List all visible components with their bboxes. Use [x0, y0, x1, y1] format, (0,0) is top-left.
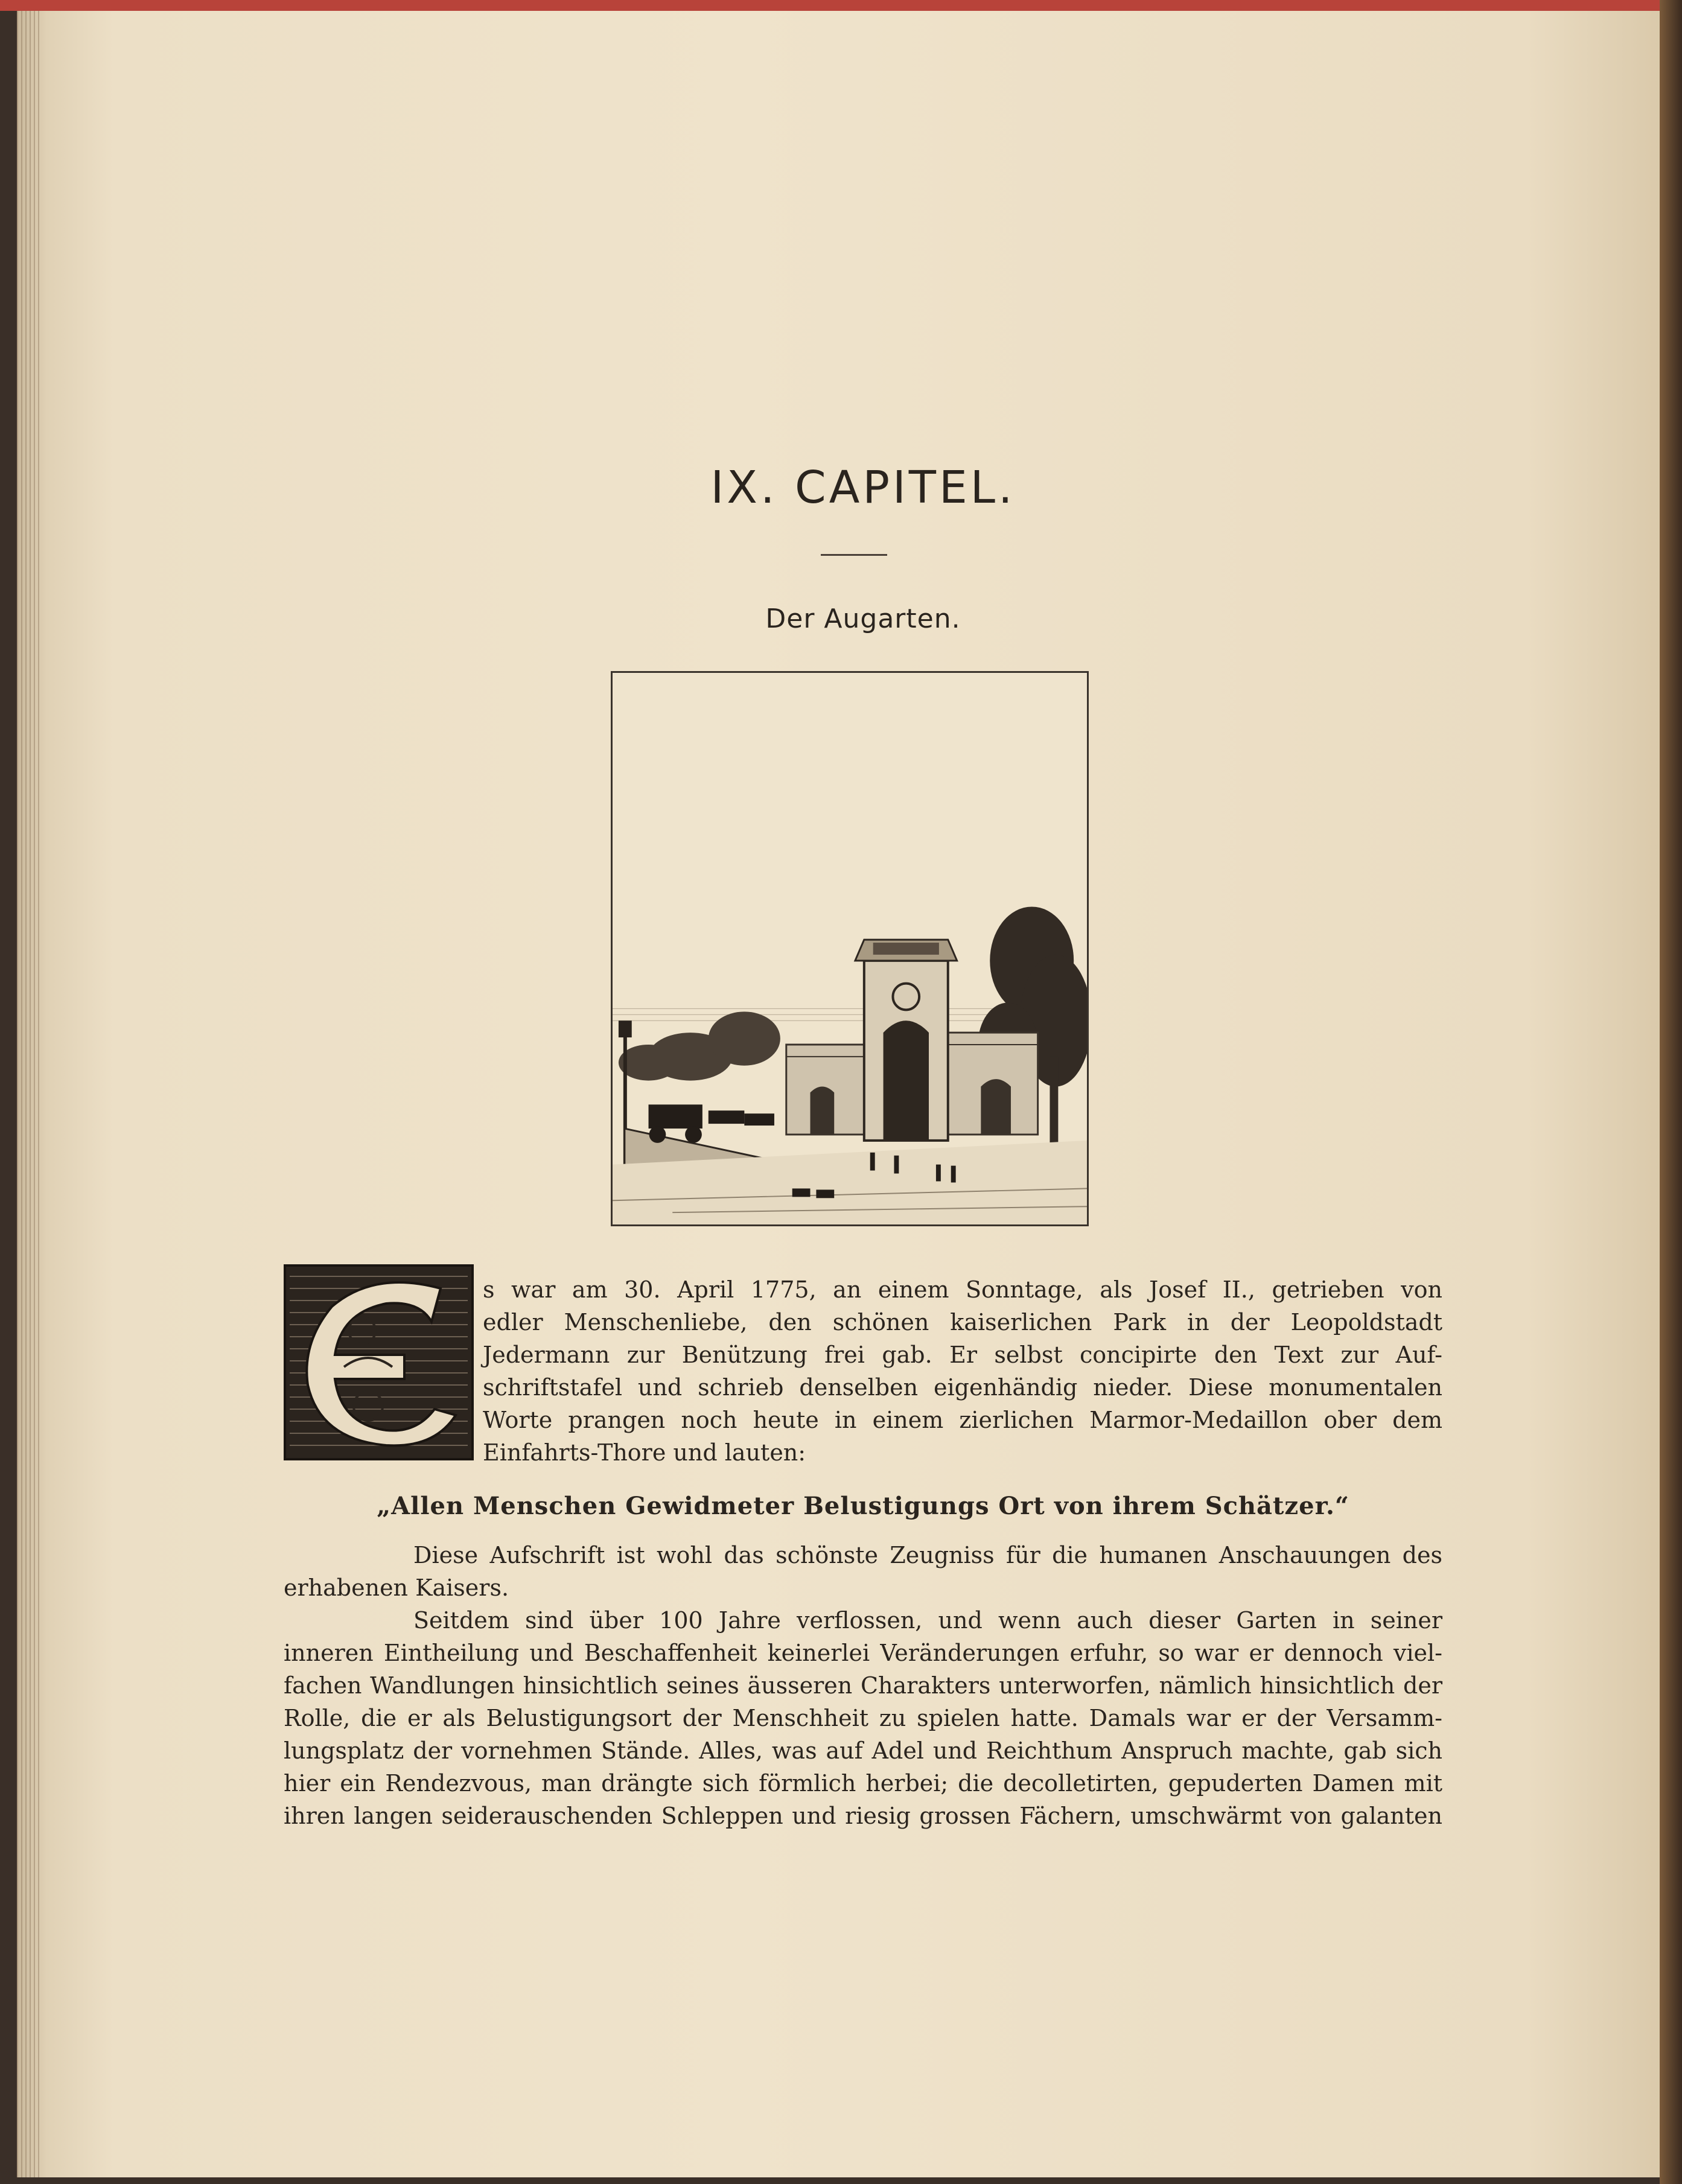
paragraph-2-line-1: Diese Aufschrift ist wohl das schönste Zeugniss für die humanen Anschauungen des: [413, 1542, 1442, 1568]
inscription-quote: „Allen Menschen Gewidmeter Belustigungs Ort von ihrem Schätzer.“: [377, 1492, 1349, 1520]
paragraph-1-line-2: edler Menschenliebe, den schönen kaiserlichen Park in der Leopoldstadt: [483, 1309, 1442, 1336]
paragraph-3-line-4: Rolle, die er als Belustigungsort der Menschheit zu spielen hatte. Damals war er der Versamm-: [284, 1705, 1442, 1731]
paragraph-3-line-7: ihren langen seiderauschenden Schleppen und riesig grossen Fächern, umschwärmt von galanten: [284, 1803, 1442, 1829]
paragraph-1-line-3: Jedermann zur Benützung frei gab. Er selbst concipirte den Text zur Auf-: [483, 1342, 1442, 1368]
paragraph-3-line-6: hier ein Rendezvous, man drängte sich förmlich herbei; die decolletirten, gepuderten Damen mit: [284, 1770, 1442, 1797]
paragraph-1-line-1: s war am 30. April 1775, an einem Sonntage, als Josef II., getrieben von: [483, 1276, 1442, 1303]
paragraph-1-line-5: Worte prangen noch heute in einem zierlichen Marmor-Medaillon ober dem: [483, 1407, 1442, 1433]
paragraph-3-line-3: fachen Wandlungen hinsichtlich seines äusseren Charakters unterworfen, nämlich hinsichtlich der: [284, 1672, 1442, 1699]
page-stack-edge: [17, 11, 41, 2177]
title-divider: [821, 554, 887, 556]
paragraph-3-line-2: inneren Eintheilung und Beschaffenheit keinerlei Veränderungen erfuhr, so war er dennoch viel-: [284, 1640, 1442, 1666]
paragraph-3-line-1: Seitdem sind über 100 Jahre verflossen, und wenn auch dieser Garten in seiner: [413, 1607, 1442, 1634]
decorative-initial-e-icon: [284, 1264, 474, 1460]
chapter-title: IX. CAPITEL.: [710, 462, 1016, 514]
book-top-edge: [0, 0, 1682, 11]
book-right-edge: [1660, 0, 1682, 2184]
paragraph-1-line-6: Einfahrts-Thore und lauten:: [483, 1439, 806, 1466]
paragraph-3-line-5: lungsplatz der vornehmen Stände. Alles, was auf Adel und Reichthum Anspruch machte, gab sich: [284, 1737, 1442, 1764]
paragraph-1-line-4: schriftstafel und schrieb denselben eigenhändig nieder. Diese monumentalen: [483, 1374, 1442, 1401]
chapter-subtitle: Der Augarten.: [765, 603, 961, 634]
augarten-gate-engraving-icon: [611, 671, 1089, 1226]
paragraph-2-line-2: erhabenen Kaisers.: [284, 1574, 509, 1601]
